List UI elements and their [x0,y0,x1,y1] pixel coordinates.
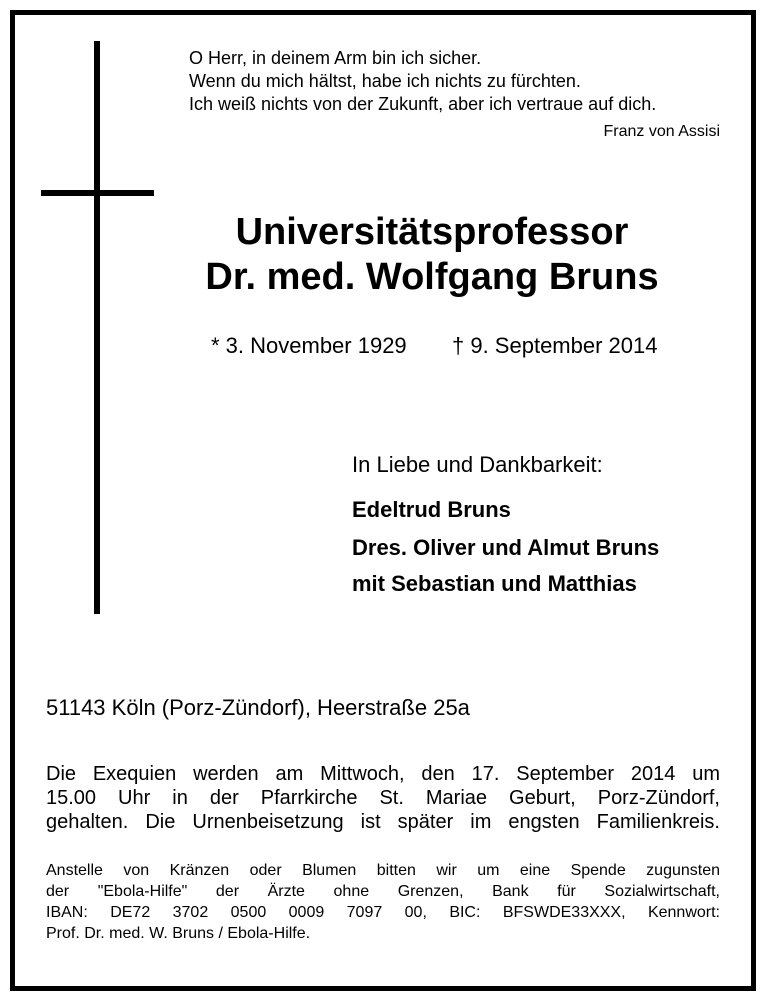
mourner-name: mit Sebastian und Matthias [352,571,637,596]
donation-line: Anstelle von Kränzen oder Blumen bitten wir um eine Spende zugunsten [46,862,720,879]
funeral-line: 15.00 Uhr in der Pfarrkirche St. Mariae Geburt, Porz-Zündorf, [46,787,720,809]
donation-line: der "Ebola-Hilfe" der Ärzte ohne Grenzen, Bank für Sozialwirtschaft, [46,883,720,900]
mourners-intro: In Liebe und Dankbarkeit: [352,452,603,477]
donation-line: IBAN: DE72 3702 0500 0009 7097 00, BIC: BFSWDE33XXX, Kennwort: [46,904,720,921]
cross-icon-horizontal [41,190,154,196]
birth-date: * 3. November 1929 [211,333,407,358]
donation-notice [46,860,720,944]
mourner-name: Edeltrud Bruns [352,497,511,522]
quote-line: O Herr, in deinem Arm bin ich sicher. [189,48,482,68]
funeral-notice [46,762,720,834]
quote-line: Ich weiß nichts von der Zukunft, aber ich vertraue auf dich. [189,94,657,114]
funeral-line: Die Exequien werden am Mittwoch, den 17. September 2014 um [46,763,720,785]
quote-author: Franz von Assisi [603,123,720,140]
cross-icon-vertical [94,41,100,614]
death-date: † 9. September 2014 [452,333,658,358]
deceased-name: Dr. med. Wolfgang Bruns [205,256,659,298]
quote-line: Wenn du mich hältst, habe ich nichts zu fürchten. [189,71,581,91]
deceased-title: Universitätsprofessor [235,211,629,253]
funeral-line: gehalten. Die Urnenbeisetzung ist später im engsten Familienkreis. [46,811,720,833]
donation-line: Prof. Dr. med. W. Bruns / Ebola-Hilfe. [46,925,311,942]
quote-block [189,47,656,116]
address: 51143 Köln (Porz-Zündorf), Heerstraße 25a [46,695,470,720]
mourner-name: Dres. Oliver und Almut Bruns [352,535,660,560]
